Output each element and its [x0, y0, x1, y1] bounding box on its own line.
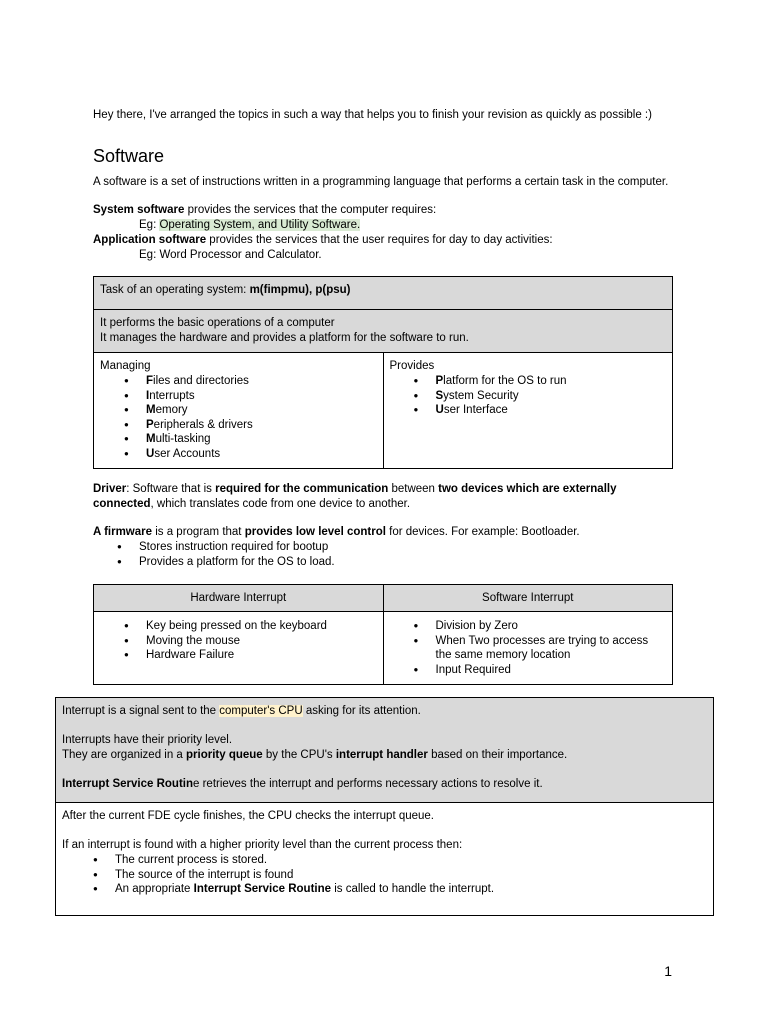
list-item: ● Input Required — [436, 663, 667, 678]
interrupt-handling: After the current FDE cycle finishes, the CPU checks the interrupt queue. If an interrupt is found with a higher priority level than the current process then: ● The current process is stored. ● The source of the interrupt is found ● An appropriate Interrupt Service Routine is called to handle the interrupt. — [56, 803, 714, 916]
list-item: ● An appropriate Interrupt Service Routine is called to handle the interrupt. — [115, 882, 707, 897]
driver-definition: Driver: Software that is required for the communication between two devices which are externally connected, which translates code from one device to another. — [93, 483, 617, 510]
hardware-interrupt-header: Hardware Interrupt — [94, 585, 384, 612]
os-table-description: It performs the basic operations of a computer It manages the hardware and provides a platform for the software to run. — [94, 310, 673, 353]
list-item: ● Multi-tasking — [146, 432, 377, 447]
list-item: ● Stores instruction required for bootup — [139, 540, 580, 555]
interrupt-explanation: Interrupt is a signal sent to the computer's CPU asking for its attention. Interrupts have their priority level. They are organized in a priority queue by the CPU's interrupt handler based on their importance. Interrupt Service Routine retrieves the interrupt and performs necessary actions to resolve it. — [56, 698, 714, 803]
highlighted-cpu: computer's CPU — [219, 705, 303, 717]
list-item: ● The source of the interrupt is found — [115, 868, 707, 883]
os-table-title: Task of an operating system: m(fimpmu), p(psu) — [94, 277, 673, 310]
application-software-line: Application software provides the services that the user requires for day to day activities: — [93, 234, 553, 246]
interrupt-types-table — [93, 584, 673, 685]
system-software-line: System software provides the services that the computer requires: — [93, 204, 437, 216]
firmware-definition: A firmware is a program that provides low level control for devices. For example: Bootloader. — [93, 526, 580, 538]
list-item: ● Key being pressed on the keyboard — [146, 619, 377, 634]
software-types — [93, 203, 693, 263]
page-number: 1 — [664, 963, 672, 979]
software-interrupt-cell — [383, 612, 673, 685]
managing-list — [100, 374, 377, 462]
list-item: ● The current process is stored. — [115, 853, 707, 868]
hardware-interrupt-list — [100, 619, 377, 663]
interrupt-steps — [62, 853, 707, 897]
managing-cell: Managing ● Files and directories ● Interrupts ● Memory ● Peripherals & drivers ● Multi-tasking ● User Accounts — [94, 353, 384, 469]
software-interrupt-list — [390, 619, 667, 677]
list-item: ● User Interface — [436, 403, 667, 418]
interrupt-info-box — [55, 697, 714, 916]
list-item: ● Hardware Failure — [146, 648, 377, 663]
firmware-section — [93, 525, 580, 569]
list-item: ● Files and directories — [146, 374, 377, 389]
system-software-example: Eg: Operating System, and Utility Software. — [139, 219, 361, 231]
application-software-example: Eg: Word Processor and Calculator. — [139, 249, 322, 261]
list-item: ● Memory — [146, 403, 377, 418]
os-tasks-table — [93, 276, 673, 469]
hardware-interrupt-cell — [94, 612, 384, 685]
list-item: ● Interrupts — [146, 389, 377, 404]
provides-list — [390, 374, 667, 418]
heading-software: Software — [93, 146, 165, 166]
application-software-term: Application software — [93, 234, 207, 246]
list-item: ● System Security — [436, 389, 667, 404]
software-definition: A software is a set of instructions written in a programming language that performs a certain task in the computer. — [93, 176, 669, 188]
list-item: ● Division by Zero — [436, 619, 667, 634]
system-software-term: System software — [93, 204, 185, 216]
provides-cell: Provides ● Platform for the OS to run ● System Security ● User Interface — [383, 353, 673, 469]
list-item: ● User Accounts — [146, 447, 377, 462]
list-item: ● Peripherals & drivers — [146, 418, 377, 433]
list-item: ● Provides a platform for the OS to load. — [139, 555, 580, 570]
list-item: ● Moving the mouse — [146, 634, 377, 649]
highlighted-example: Operating System, and Utility Software. — [159, 219, 361, 231]
list-item: ● Platform for the OS to run — [436, 374, 667, 389]
firmware-bullets — [93, 540, 580, 569]
list-item: ● When Two processes are trying to access the same memory location — [436, 634, 667, 663]
software-interrupt-header: Software Interrupt — [383, 585, 673, 612]
intro-text: Hey there, I've arranged the topics in such a way that helps you to finish your revision as quickly as possible :) — [93, 109, 652, 121]
